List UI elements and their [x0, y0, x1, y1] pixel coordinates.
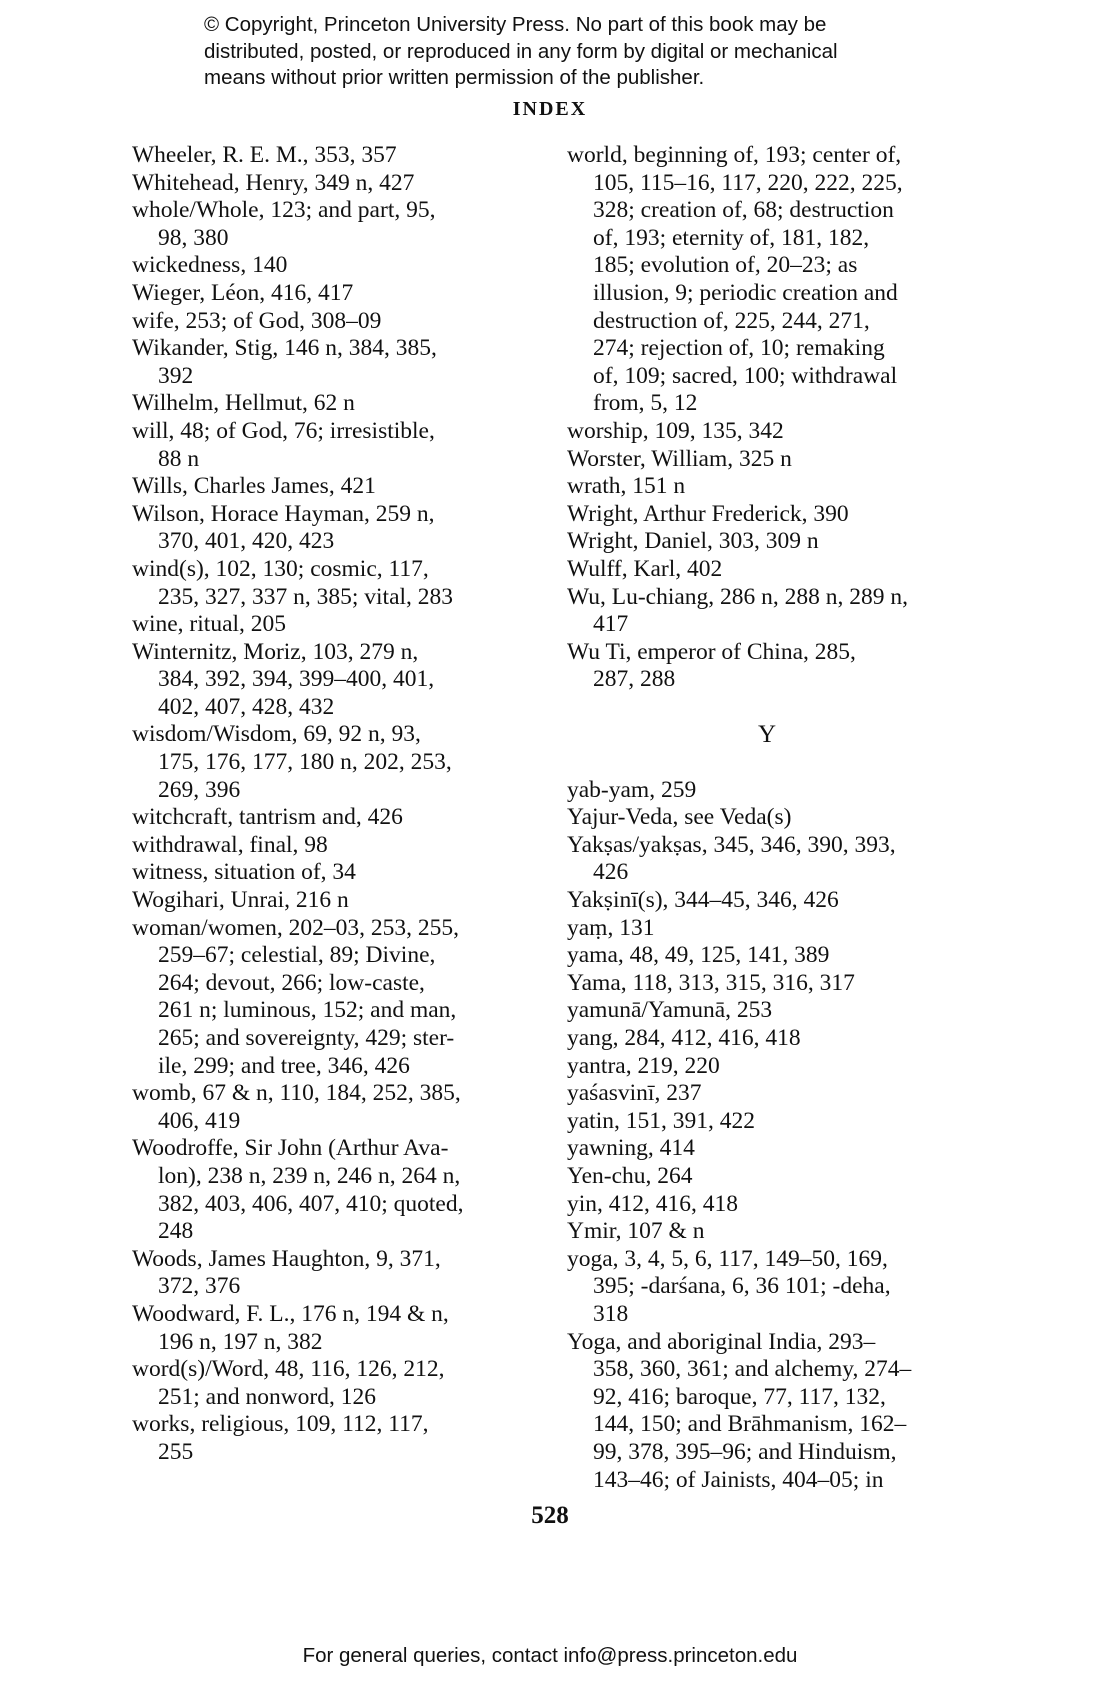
index-entry: wisdom/Wisdom, 69, 92 n, 93, 175, 176, 177, 180 n, 202, 253, 269, 396 — [132, 721, 452, 803]
index-entry: Yakṣas/yakṣas, 345, 346, 390, 393, 426 — [567, 831, 896, 886]
copyright-line: distributed, posted, or reproduced in any form by digital or mechanical — [204, 39, 838, 63]
copyright-line: © Copyright, Princeton University Press. No part of this book may be — [204, 13, 827, 36]
index-entry: yoga, 3, 4, 5, 6, 117, 149–50, 169, 395; -darśana, 6, 36 101; -deha, 318 — [567, 1245, 891, 1327]
index-entry: Wogihari, Unrai, 216 n — [132, 887, 349, 914]
index-entry: yin, 412, 416, 418 — [567, 1190, 739, 1217]
index-entry: yantra, 219, 220 — [567, 1052, 720, 1079]
index-entry: Woods, James Haughton, 9, 371, 372, 376 — [132, 1245, 441, 1300]
index-entry: Worster, William, 325 n — [567, 445, 792, 472]
index-entry: worship, 109, 135, 342 — [567, 417, 784, 444]
index-column-left — [132, 142, 532, 1467]
index-entry: Wu Ti, emperor of China, 285, 287, 288 — [567, 638, 856, 693]
running-head: INDEX — [512, 98, 588, 120]
index-entry: yaṃ, 131 — [567, 914, 655, 941]
section-letter-heading: Y — [757, 721, 777, 749]
index-entry: yama, 48, 49, 125, 141, 389 — [567, 942, 830, 969]
index-entry: witchcraft, tantrism and, 426 — [132, 804, 403, 831]
index-entry: yamunā/Yamunā, 253 — [567, 997, 773, 1024]
index-entry: witness, situation of, 34 — [132, 859, 356, 886]
index-entry: withdrawal, final, 98 — [132, 831, 328, 858]
index-column-right — [567, 142, 987, 1494]
index-entry: wine, ritual, 205 — [132, 611, 287, 638]
index-entry: Ymir, 107 & n — [567, 1218, 705, 1245]
contact-footer: For general queries, contact info@press.princeton.edu — [302, 1644, 798, 1667]
index-entry: Yajur-Veda, see Veda(s) — [567, 804, 792, 831]
index-entry: Yama, 118, 313, 315, 316, 317 — [567, 969, 855, 996]
index-entry: will, 48; of God, 76; irresistible, 88 n — [132, 417, 435, 472]
index-entry: Wills, Charles James, 421 — [132, 473, 376, 500]
index-entry: word(s)/Word, 48, 116, 126, 212, 251; and nonword, 126 — [132, 1356, 445, 1410]
copyright-line: means without prior written permission of the publisher. — [204, 66, 705, 89]
index-entry: wickedness, 140 — [132, 252, 288, 279]
index-entry: Whitehead, Henry, 349 n, 427 — [132, 169, 415, 196]
index-entry: yawning, 414 — [567, 1135, 695, 1162]
index-entry: Yoga, and aboriginal India, 293– 358, 360, 361; and alchemy, 274– 92, 416; baroque, 77, 117, 132, 144, 150; and Brāhmanism, 162– 99, 378, 395–96; and Hinduism, 143–46; of Jainists, 404–05; in — [567, 1328, 912, 1493]
index-entry: wrath, 151 n — [567, 473, 686, 500]
index-entry: Wright, Arthur Frederick, 390 — [567, 500, 849, 527]
index-entry: wind(s), 102, 130; cosmic, 117, 235, 327, 337 n, 385; vital, 283 — [132, 555, 454, 610]
index-entry: yaśasvinī, 237 — [567, 1080, 702, 1107]
index-entry: Wilson, Horace Hayman, 259 n, 370, 401, 420, 423 — [132, 500, 435, 555]
index-entry: Wieger, Léon, 416, 417 — [132, 279, 354, 306]
index-entry: wife, 253; of God, 308–09 — [132, 307, 382, 334]
index-entry: Wilhelm, Hellmut, 62 n — [132, 390, 355, 417]
index-entry: yang, 284, 412, 416, 418 — [567, 1025, 801, 1051]
index-entry: Yakṣinī(s), 344–45, 346, 426 — [567, 887, 839, 914]
copyright-notice — [204, 12, 924, 92]
index-entry: whole/Whole, 123; and part, 95, 98, 380 — [132, 197, 436, 251]
index-entry: Yen-chu, 264 — [567, 1162, 693, 1189]
index-entry: Wikander, Stig, 146 n, 384, 385, 392 — [132, 335, 437, 389]
index-entry: womb, 67 & n, 110, 184, 252, 385, 406, 419 — [132, 1080, 461, 1134]
index-entry: yatin, 151, 391, 422 — [567, 1107, 755, 1134]
index-entry: world, beginning of, 193; center of, 105, 115–16, 117, 220, 222, 225, 328; creation of, 68; destruction of, 193; eternity of, 181, 182, 185; evolution of, 20–23; as illusion, 9; periodic creation and destruction of, 225, 244, 271, 274; rejection of, 10; remaking of, 109; sacred, 100; withdrawal from, 5, 12 — [567, 142, 903, 417]
index-entry: woman/women, 202–03, 253, 255, 259–67; celestial, 89; Divine, 264; devout, 266; low-caste, 261 n; luminous, 152; and man, 265; and sovereignty, 429; ster- ile, 299; and tree, 346, 426 — [132, 914, 460, 1079]
index-entry: Woodward, F. L., 176 n, 194 & n, 196 n, 197 n, 382 — [132, 1300, 449, 1355]
index-entry: yab-yam, 259 — [567, 776, 697, 803]
index-entry: Wulff, Karl, 402 — [567, 555, 723, 582]
index-entry: Wheeler, R. E. M., 353, 357 — [132, 142, 397, 168]
index-entry: Winternitz, Moriz, 103, 279 n, 384, 392, 394, 399–400, 401, 402, 407, 428, 432 — [132, 638, 435, 720]
index-entry: works, religious, 109, 112, 117, 255 — [132, 1411, 429, 1465]
index-entry: Wu, Lu-chiang, 286 n, 288 n, 289 n, 417 — [567, 583, 909, 638]
page-number: 528 — [531, 1502, 569, 1529]
index-entry: Wright, Daniel, 303, 309 n — [567, 528, 819, 555]
section-spacer — [567, 694, 987, 722]
index-entry: Woodroffe, Sir John (Arthur Ava- lon), 238 n, 239 n, 246 n, 264 n, 382, 403, 406, 407, 410; quoted, 248 — [132, 1135, 464, 1245]
